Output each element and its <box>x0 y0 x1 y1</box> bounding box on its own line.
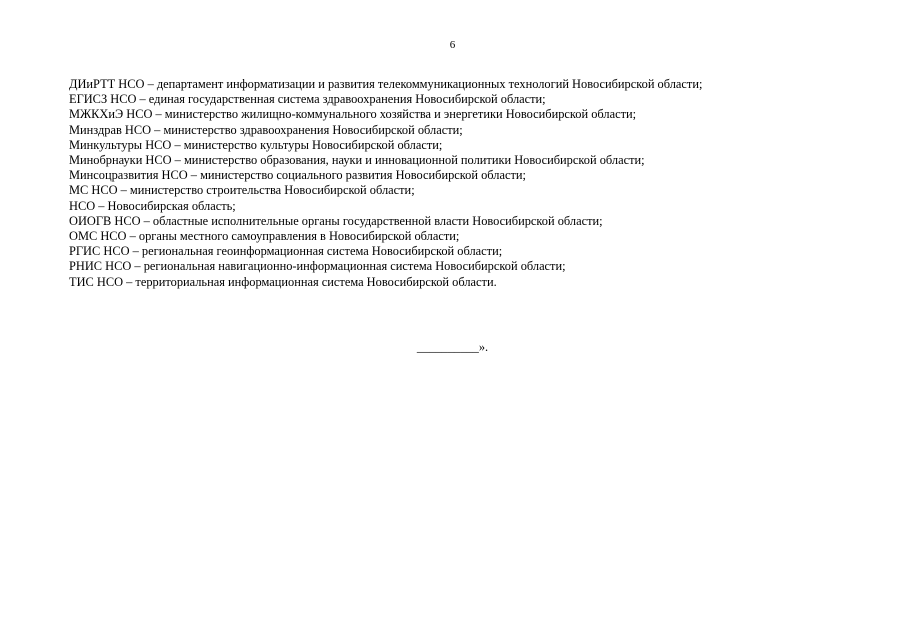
closing-line: __________». <box>416 340 489 354</box>
list-item: НСО – Новосибирская область; <box>69 198 236 213</box>
list-item: Минобрнауки НСО – министерство образования, науки и инновационной политики Новосибирской области; <box>69 153 645 168</box>
list-item: МС НСО – министерство строительства Новосибирской области; <box>69 183 415 198</box>
list-item: РГИС НСО – региональная геоинформационная система Новосибирской области; <box>69 244 503 259</box>
list-item: Минсоцразвития НСО – министерство социального развития Новосибирской области; <box>69 168 526 183</box>
list-item: ЕГИСЗ НСО – единая государственная система здравоохранения Новосибирской области; <box>69 92 546 107</box>
list-item: Минздрав НСО – министерство здравоохранения Новосибирской области; <box>69 122 463 137</box>
list-item: ОИОГВ НСО – областные исполнительные органы государственной власти Новосибирской области; <box>69 213 603 228</box>
list-item: ТИС НСО – территориальная информационная система Новосибирской области. <box>69 274 497 289</box>
list-item: ДИиРТТ НСО – департамент информатизации и развития телекоммуникационных технологий Новосибирской области; <box>69 77 703 91</box>
list-item: ОМС НСО – органы местного самоуправления в Новосибирской области; <box>69 229 460 244</box>
list-item: РНИС НСО – региональная навигационно-информационная система Новосибирской области; <box>69 259 566 274</box>
page-number: 6 <box>449 39 456 51</box>
abbreviation-list <box>69 77 869 290</box>
list-item: МЖКХиЭ НСО – министерство жилищно-коммунального хозяйства и энергетики Новосибирской области; <box>69 107 637 122</box>
list-item: Минкультуры НСО – министерство культуры Новосибирской области; <box>69 137 443 152</box>
